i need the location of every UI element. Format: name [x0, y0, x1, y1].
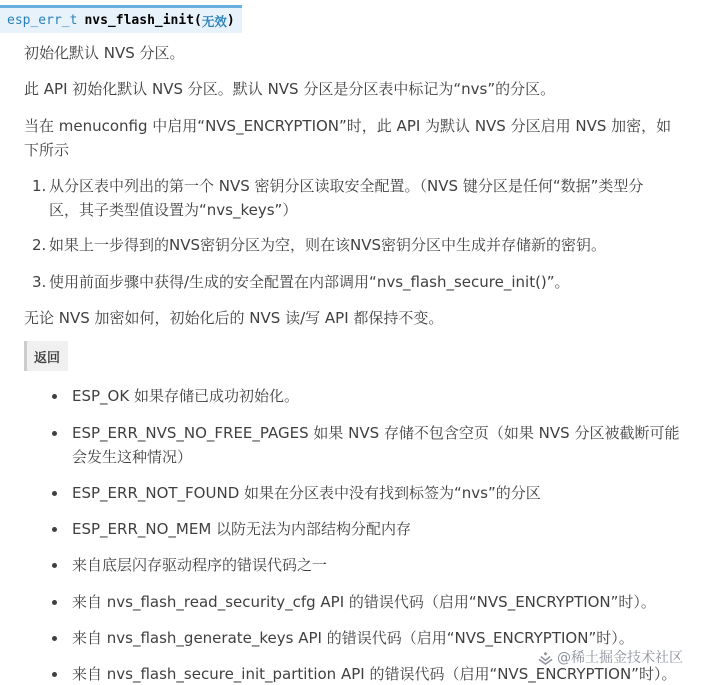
function-signature: [0, 5, 242, 33]
return-text-line: ESP_ERR_NO_MEM 以防无法为内部结构分配内存: [72, 520, 412, 538]
signature-invalid-label: 无效: [201, 13, 227, 29]
bullet-icon: [52, 431, 57, 436]
watermark: [538, 647, 683, 667]
step-number: 3.: [32, 273, 47, 291]
step-number: 1.: [32, 177, 47, 195]
return-type-link[interactable]: esp_err_t: [7, 13, 78, 28]
return-text-line: 来自 nvs_flash_generate_keys API 的错误代码（启用“NVS_ENCRYPTION”时）。: [72, 629, 634, 647]
step-text-line: 如果上一步得到的NVS密钥分区为空，则在该NVS密钥分区中生成并存储新的密钥。: [49, 236, 607, 254]
step-text-line: 使用前面步骤中获得/生成的安全配置在内部调用“nvs_flash_secure_init()”。: [49, 273, 570, 291]
step-text-line: 区，其子类型值设置为“nvs_keys”）: [49, 201, 298, 219]
juejin-logo-icon: [538, 650, 553, 665]
summary-text: 初始化默认 NVS 分区。: [24, 44, 185, 62]
step-number: 2.: [32, 236, 47, 254]
return-text-line: ESP_ERR_NOT_FOUND 如果在分区表中没有找到标签为“nvs”的分区: [72, 484, 541, 502]
function-name: nvs_flash_init: [84, 13, 195, 28]
encryption-text-line: 当在 menuconfig 中启用“NVS_ENCRYPTION”时，此 API 为默认 NVS 分区启用 NVS 加密，如: [24, 117, 672, 135]
bullet-icon: [52, 491, 57, 496]
step-text-line: 从分区表中列出的第一个 NVS 密钥分区读取安全配置。（NVS 键分区是任何“数据”类型分: [49, 177, 644, 195]
bullet-icon: [52, 672, 57, 677]
return-text-line: 会发生这种情况）: [72, 448, 193, 466]
watermark-text: @稀土掘金技术社区: [557, 650, 683, 666]
return-text-line: ESP_OK 如果存储已成功初始化。: [72, 387, 299, 405]
bullet-icon: [52, 636, 57, 641]
return-text-line: 来自 nvs_flash_secure_init_partition API 的错误代码（启用“NVS_ENCRYPTION”时）。: [72, 665, 677, 683]
description-text: 此 API 初始化默认 NVS 分区。默认 NVS 分区是分区表中标记为“nvs”的分区。: [24, 80, 556, 98]
bullet-icon: [52, 394, 57, 399]
return-text-line: 来自 nvs_flash_read_security_cfg API 的错误代码（启用“NVS_ENCRYPTION”时）。: [72, 593, 656, 611]
bullet-icon: [52, 563, 57, 568]
return-text-line: ESP_ERR_NVS_NO_FREE_PAGES 如果 NVS 存储不包含空页（如果 NVS 分区被截断可能: [72, 424, 680, 442]
signature-open-paren: (: [194, 13, 202, 28]
bullet-icon: [52, 600, 57, 605]
bullet-icon: [52, 527, 57, 532]
closing-text: 无论 NVS 加密如何，初始化后的 NVS 读/写 API 都保持不变。: [24, 309, 444, 327]
encryption-text-line: 下所示: [24, 141, 70, 159]
return-text-line: 来自底层闪存驱动程序的错误代码之一: [72, 556, 328, 574]
returns-label: 返回: [24, 341, 68, 371]
signature-close-paren: ): [226, 13, 235, 28]
